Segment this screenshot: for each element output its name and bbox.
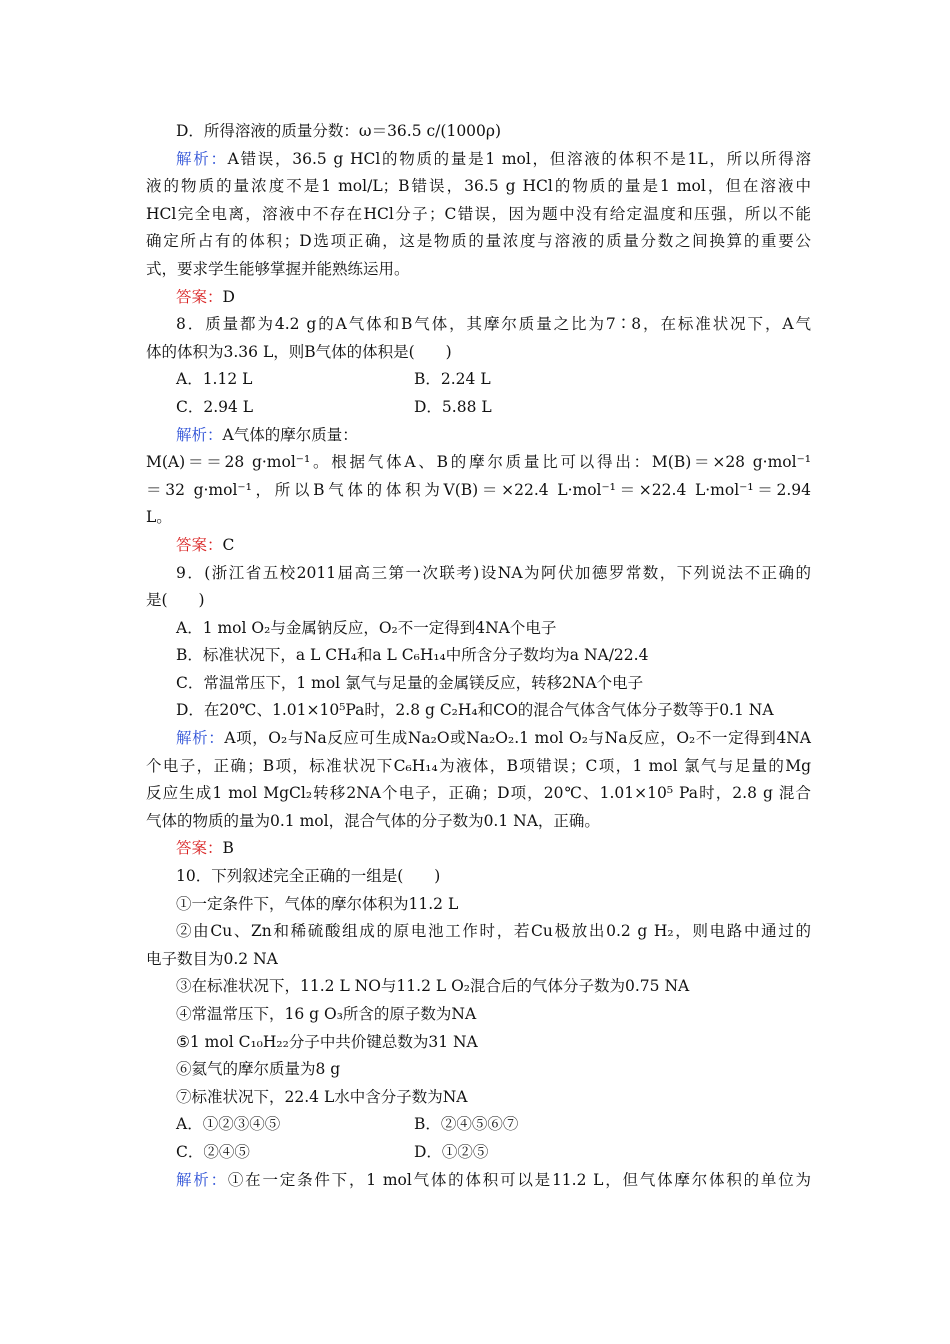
q9-answer (146, 835, 811, 863)
q10-option-d: D．①②⑤ (414, 1142, 489, 1161)
q8-analysis-line-4: L。 (146, 508, 172, 527)
q7-analysis-line-2: 液的物质的量浓度不是1 mol/L；B错误，36.5 g HCl的物质的量是1 mol，但在溶液中 (146, 177, 811, 196)
document-page (146, 118, 811, 1194)
q9-option-a: A．1 mol O₂与金属钠反应，O₂不一定得到4NA个电子 (176, 618, 557, 637)
q10-item-7: ⑦标准状况下，22.4 L水中含分子数为NA (176, 1087, 468, 1106)
q8-answer (146, 532, 811, 560)
q8-options-row-2 (146, 394, 811, 422)
q10-options-row-2 (146, 1139, 811, 1167)
q9-option-b: B．标准状况下，a L CH₄和a L C₆H₁₄中所含分子数均为a NA/22.4 (176, 646, 649, 665)
q7-analysis-line-4: 确定所占有的体积；D选项正确，这是物质的量浓度与溶液的质量分数之间换算的重要公 (146, 232, 811, 251)
q9-analysis-line-4: 气体的物质的量为0.1 mol，混合气体的分子数为0.1 NA，正确。 (146, 811, 600, 830)
q8-option-c: C．2.94 L (176, 397, 254, 416)
answer-value: C (222, 535, 235, 554)
q9-stem-line-1: 9．(浙江省五校2011届高三第一次联考)设NA为阿伏加德罗常数，下列说法不正确的 (176, 563, 811, 582)
analysis-label: 解析： (176, 425, 223, 444)
q10-item-3: ③在标准状况下，11.2 L NO与11.2 L O₂混合后的气体分子数为0.75 NA (176, 977, 690, 996)
answer-value: B (222, 839, 234, 858)
q10-option-b: B．②④⑤⑥⑦ (414, 1115, 519, 1134)
q9-option-d: D．在20℃、1.01×10⁵Pa时，2.8 g C₂H₄和CO的混合气体含气体分子数等于0.1 NA (176, 701, 774, 720)
analysis-label: 解析： (176, 149, 228, 168)
q8-options-row-1 (146, 366, 811, 394)
q10-option-a: A．①②③④⑤ (176, 1115, 281, 1134)
q10-item-6: ⑥氦气的摩尔质量为8 g (176, 1060, 341, 1079)
q9-option-c: C．常温常压下，1 mol 氯气与足量的金属镁反应，转移2NA个电子 (176, 673, 644, 692)
q8-analysis-line-3: ＝32 g·mol⁻¹，所以B气体的体积为V(B)＝×22.4 L·mol⁻¹＝×22.4 L·mol⁻¹＝2.94 (146, 480, 811, 499)
q8-option-d: D．5.88 L (414, 397, 492, 416)
q8-option-b: B．2.24 L (414, 370, 491, 389)
q7-analysis-line-3: HCl完全电离，溶液中不存在HCl分子；C错误，因为题中没有给定温度和压强，所以不能 (146, 204, 811, 223)
q10-item-4: ④常温常压下，16 g O₃所含的原子数为NA (176, 1005, 477, 1023)
q10-item-5: ⑤1 mol C₁₀H₂₂分子中共价键总数为31 NA (176, 1032, 478, 1051)
q10-options-row-1 (146, 1111, 811, 1139)
q7-analysis-line-5: 式，要求学生能够掌握并能熟练运用。 (146, 259, 410, 278)
q10-analysis-line-1: 解析：①在一定条件下，1 mol气体的体积可以是11.2 L，但气体摩尔体积的单位为 (176, 1170, 811, 1189)
q8-analysis-line-1: 解析：A气体的摩尔质量： (176, 425, 358, 444)
analysis-label: 解析： (176, 1170, 228, 1189)
q10-item-1: ①一定条件下，气体的摩尔体积为11.2 L (176, 894, 459, 913)
q7-option-d: D．所得溶液的质量分数：ω＝36.5 c/(1000ρ) (176, 122, 502, 140)
q8-stem-line-2: 体的体积为3.36 L，则B气体的体积是( ) (146, 342, 452, 361)
q10-item-2-line-2: 电子数目为0.2 NA (146, 949, 278, 968)
answer-value: D (222, 287, 235, 306)
q10-stem: 10．下列叙述完全正确的一组是( ) (176, 867, 441, 886)
q7-answer (146, 284, 811, 312)
q9-analysis-line-3: 反应生成1 mol MgCl₂转移2NA个电子，正确；D项，20℃、1.01×10⁵ Pa时，2.8 g 混合 (146, 784, 811, 803)
answer-label: 答案： (176, 839, 223, 858)
analysis-label: 解析： (176, 729, 225, 748)
q7-analysis-line-1: 解析：A错误，36.5 g HCl的物质的量是1 mol，但溶液的体积不是1L，所以所得溶 (176, 149, 811, 168)
q9-stem-line-2: 是( ) (146, 591, 205, 610)
q10-option-c: C．②④⑤ (176, 1142, 250, 1161)
q9-analysis-line-2: 个电子，正确；B项，标准状况下C₆H₁₄为液体，B项错误；C项，1 mol 氯气与足量的Mg (146, 756, 811, 775)
q10-item-2-line-1: ②由Cu、Zn和稀硫酸组成的原电池工作时，若Cu极放出0.2 g H₂，则电路中通过的 (176, 922, 811, 941)
q8-stem-line-1: 8．质量都为4.2 g的A气体和B气体，其摩尔质量之比为7∶8，在标准状况下，A气 (176, 315, 811, 334)
q9-analysis-line-1: 解析：A项，O₂与Na反应可生成Na₂O或Na₂O₂.1 mol O₂与Na反应，O₂不一定得到4NA (176, 729, 811, 748)
q8-analysis-line-2: M(A)＝＝28 g·mol⁻¹。根据气体A、B的摩尔质量比可以得出：M(B)＝×28 g·mol⁻¹ (146, 453, 811, 472)
answer-label: 答案： (176, 535, 223, 554)
answer-label: 答案： (176, 287, 223, 306)
q8-option-a: A．1.12 L (176, 370, 253, 389)
